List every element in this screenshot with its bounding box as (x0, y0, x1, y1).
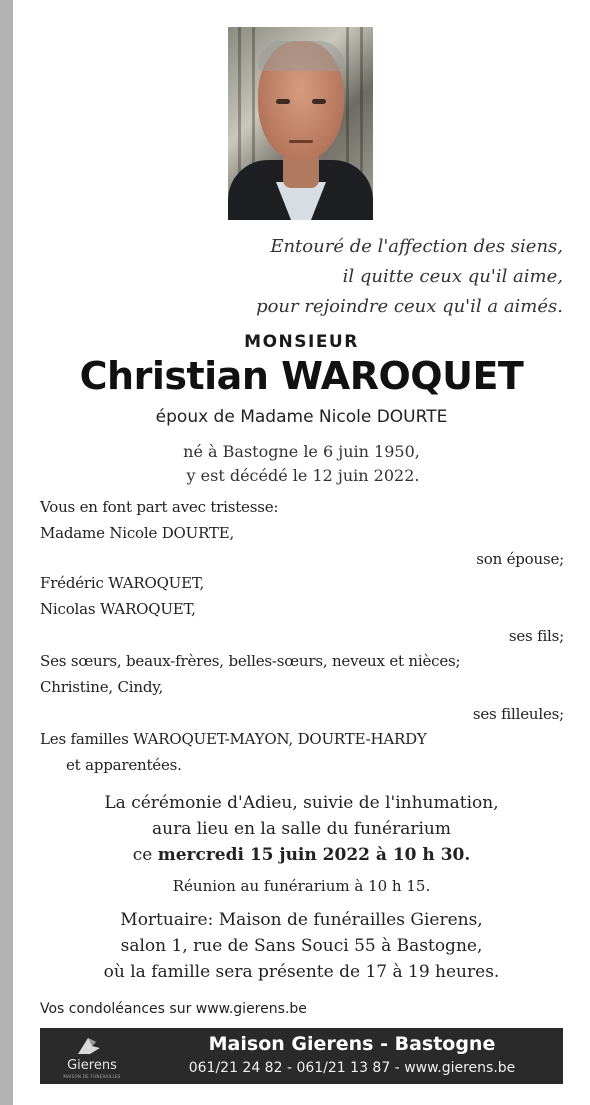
left-border-bar (0, 0, 13, 1105)
verse-line: Entouré de l'affection des siens, (270, 236, 563, 257)
mortuary-line: salon 1, rue de Sans Souci 55 à Bastogne, (120, 936, 483, 956)
funeral-home-banner (40, 1028, 563, 1084)
verse-line: pour rejoindre ceux qu'il a aimés. (256, 296, 563, 317)
reunion-info: Réunion au funérarium à 10 h 15. (172, 877, 431, 895)
birth-line: né à Bastogne le 6 juin 1950, (183, 442, 420, 461)
verse-line: il quitte ceux qu'il aime, (342, 266, 563, 287)
birth-death-info (13, 440, 590, 488)
siblings-line: Ses sœurs, beaux-frères, belles-sœurs, neveux et nièces; (40, 652, 461, 670)
goddaughters-names: Christine, Cindy, (40, 678, 164, 696)
logo-text: Gierens (67, 1058, 117, 1073)
son-name: Nicolas WAROQUET, (40, 600, 196, 618)
logo-subtext: MAISON DE FUNÉRAILLES (63, 1074, 121, 1079)
mortuary-info (13, 907, 590, 985)
goddaughters-role: ses filleules; (472, 705, 564, 723)
mortuary-line: Mortuaire: Maison de funérailles Gierens, (120, 910, 483, 930)
spouse-line: époux de Madame Nicole DOURTE (155, 407, 448, 427)
mortuary-line: où la famille sera présente de 17 à 19 heures. (103, 962, 500, 982)
banner-contacts: 061/21 24 82 - 061/21 13 87 - www.gierens.be (188, 1060, 516, 1076)
memorial-verse (143, 232, 563, 322)
ceremony-date-line (13, 842, 590, 868)
death-line: y est décédé le 12 juin 2022. (186, 466, 420, 485)
sons-role: ses fils; (508, 627, 564, 645)
honorific-title: MONSIEUR (244, 332, 359, 352)
ceremony-line: La cérémonie d'Adieu, suivie de l'inhumation, (104, 793, 499, 813)
gierens-logo (52, 1034, 132, 1080)
wife-name: Madame Nicole DOURTE, (40, 524, 235, 542)
banner-title: Maison Gierens - Bastogne (208, 1033, 496, 1055)
ceremony-line: aura lieu en la salle du funérarium (151, 819, 451, 839)
portrait-photo (228, 27, 373, 220)
condolences-link[interactable]: Vos condoléances sur www.gierens.be (40, 1001, 307, 1017)
related-line: et apparentées. (66, 756, 182, 774)
logo-icon (74, 1034, 104, 1056)
son-name: Frédéric WAROQUET, (40, 574, 205, 592)
families-line: Les familles WAROQUET-MAYON, DOURTE-HARDY (40, 730, 427, 748)
ceremony-date: mercredi 15 juin 2022 à 10 h 30. (157, 845, 471, 865)
announcement-intro: Vous en font part avec tristesse: (40, 498, 279, 516)
deceased-name: Christian WAROQUET (79, 354, 524, 398)
ceremony-prefix: ce (132, 845, 158, 865)
wife-role: son épouse; (476, 550, 564, 568)
ceremony-info (13, 790, 590, 868)
family-announcement (40, 498, 564, 783)
